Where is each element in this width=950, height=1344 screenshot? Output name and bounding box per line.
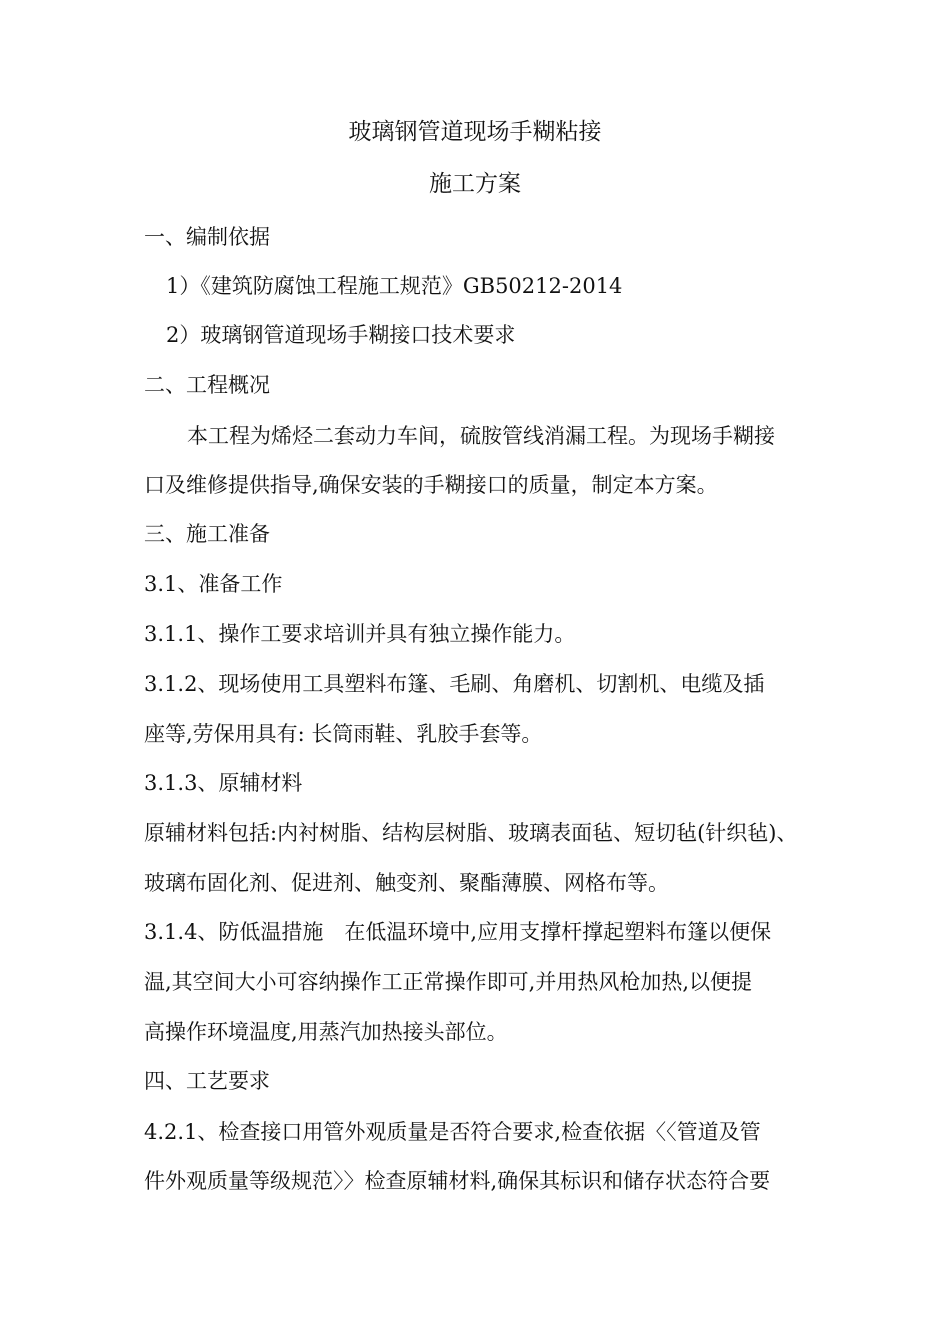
paragraph-line: 本工程为烯烃二套动力车间，硫胺管线消漏工程。为现场手糊接 xyxy=(187,424,775,448)
section-heading-1: 一、编制依据 xyxy=(144,225,270,249)
paragraph-line: 3.1.2、现场使用工具塑料布篷、毛刷、角磨机、切割机、电缆及插 xyxy=(144,672,765,696)
paragraph-line: 温,其空间大小可容纳操作工正常操作即可,并用热风枪加热,以便提 xyxy=(144,970,753,994)
subsection-heading: 3.1、准备工作 xyxy=(144,572,283,596)
paragraph-line: 玻璃布固化剂、促进剂、触变剂、聚酯薄膜、网格布等。 xyxy=(144,871,669,895)
paragraph-line: 4.2.1、检查接口用管外观质量是否符合要求,检查依据〈〈管道及管 xyxy=(144,1120,761,1144)
document-subtitle: 施工方案 xyxy=(429,171,521,197)
section-heading-3: 三、施工准备 xyxy=(144,522,270,546)
document-title: 玻璃钢管道现场手糊粘接 xyxy=(348,119,602,145)
paragraph-line: 3.1.4、防低温措施 在低温环境中,应用支撑杆撑起塑料布篷以便保 xyxy=(144,920,772,944)
section-heading-4: 四、工艺要求 xyxy=(144,1069,270,1093)
paragraph-line: 口及维修提供指导,确保安装的手糊接口的质量，制定本方案。 xyxy=(144,473,718,497)
list-item-2: 2）玻璃钢管道现场手糊接口技术要求 xyxy=(166,323,516,347)
paragraph-line: 件外观质量等级规范〉〉检查原辅材料,确保其标识和储存状态符合要 xyxy=(144,1169,771,1193)
section-heading-2: 二、工程概况 xyxy=(144,373,270,397)
list-item-1: 1）《建筑防腐蚀工程施工规范》GB50212-2014 xyxy=(166,274,623,298)
paragraph-line: 3.1.1、操作工要求培训并具有独立操作能力。 xyxy=(144,622,576,646)
paragraph-line: 座等,劳保用具有: 长筒雨鞋、乳胶手套等。 xyxy=(144,722,543,746)
subsection-heading: 3.1.3、原辅材料 xyxy=(144,771,303,795)
paragraph-line: 原辅材料包括:内衬树脂、结构层树脂、玻璃表面毡、短切毡(针织毡)、 xyxy=(144,821,798,845)
paragraph-line: 高操作环境温度,用蒸汽加热接头部位。 xyxy=(144,1020,508,1044)
